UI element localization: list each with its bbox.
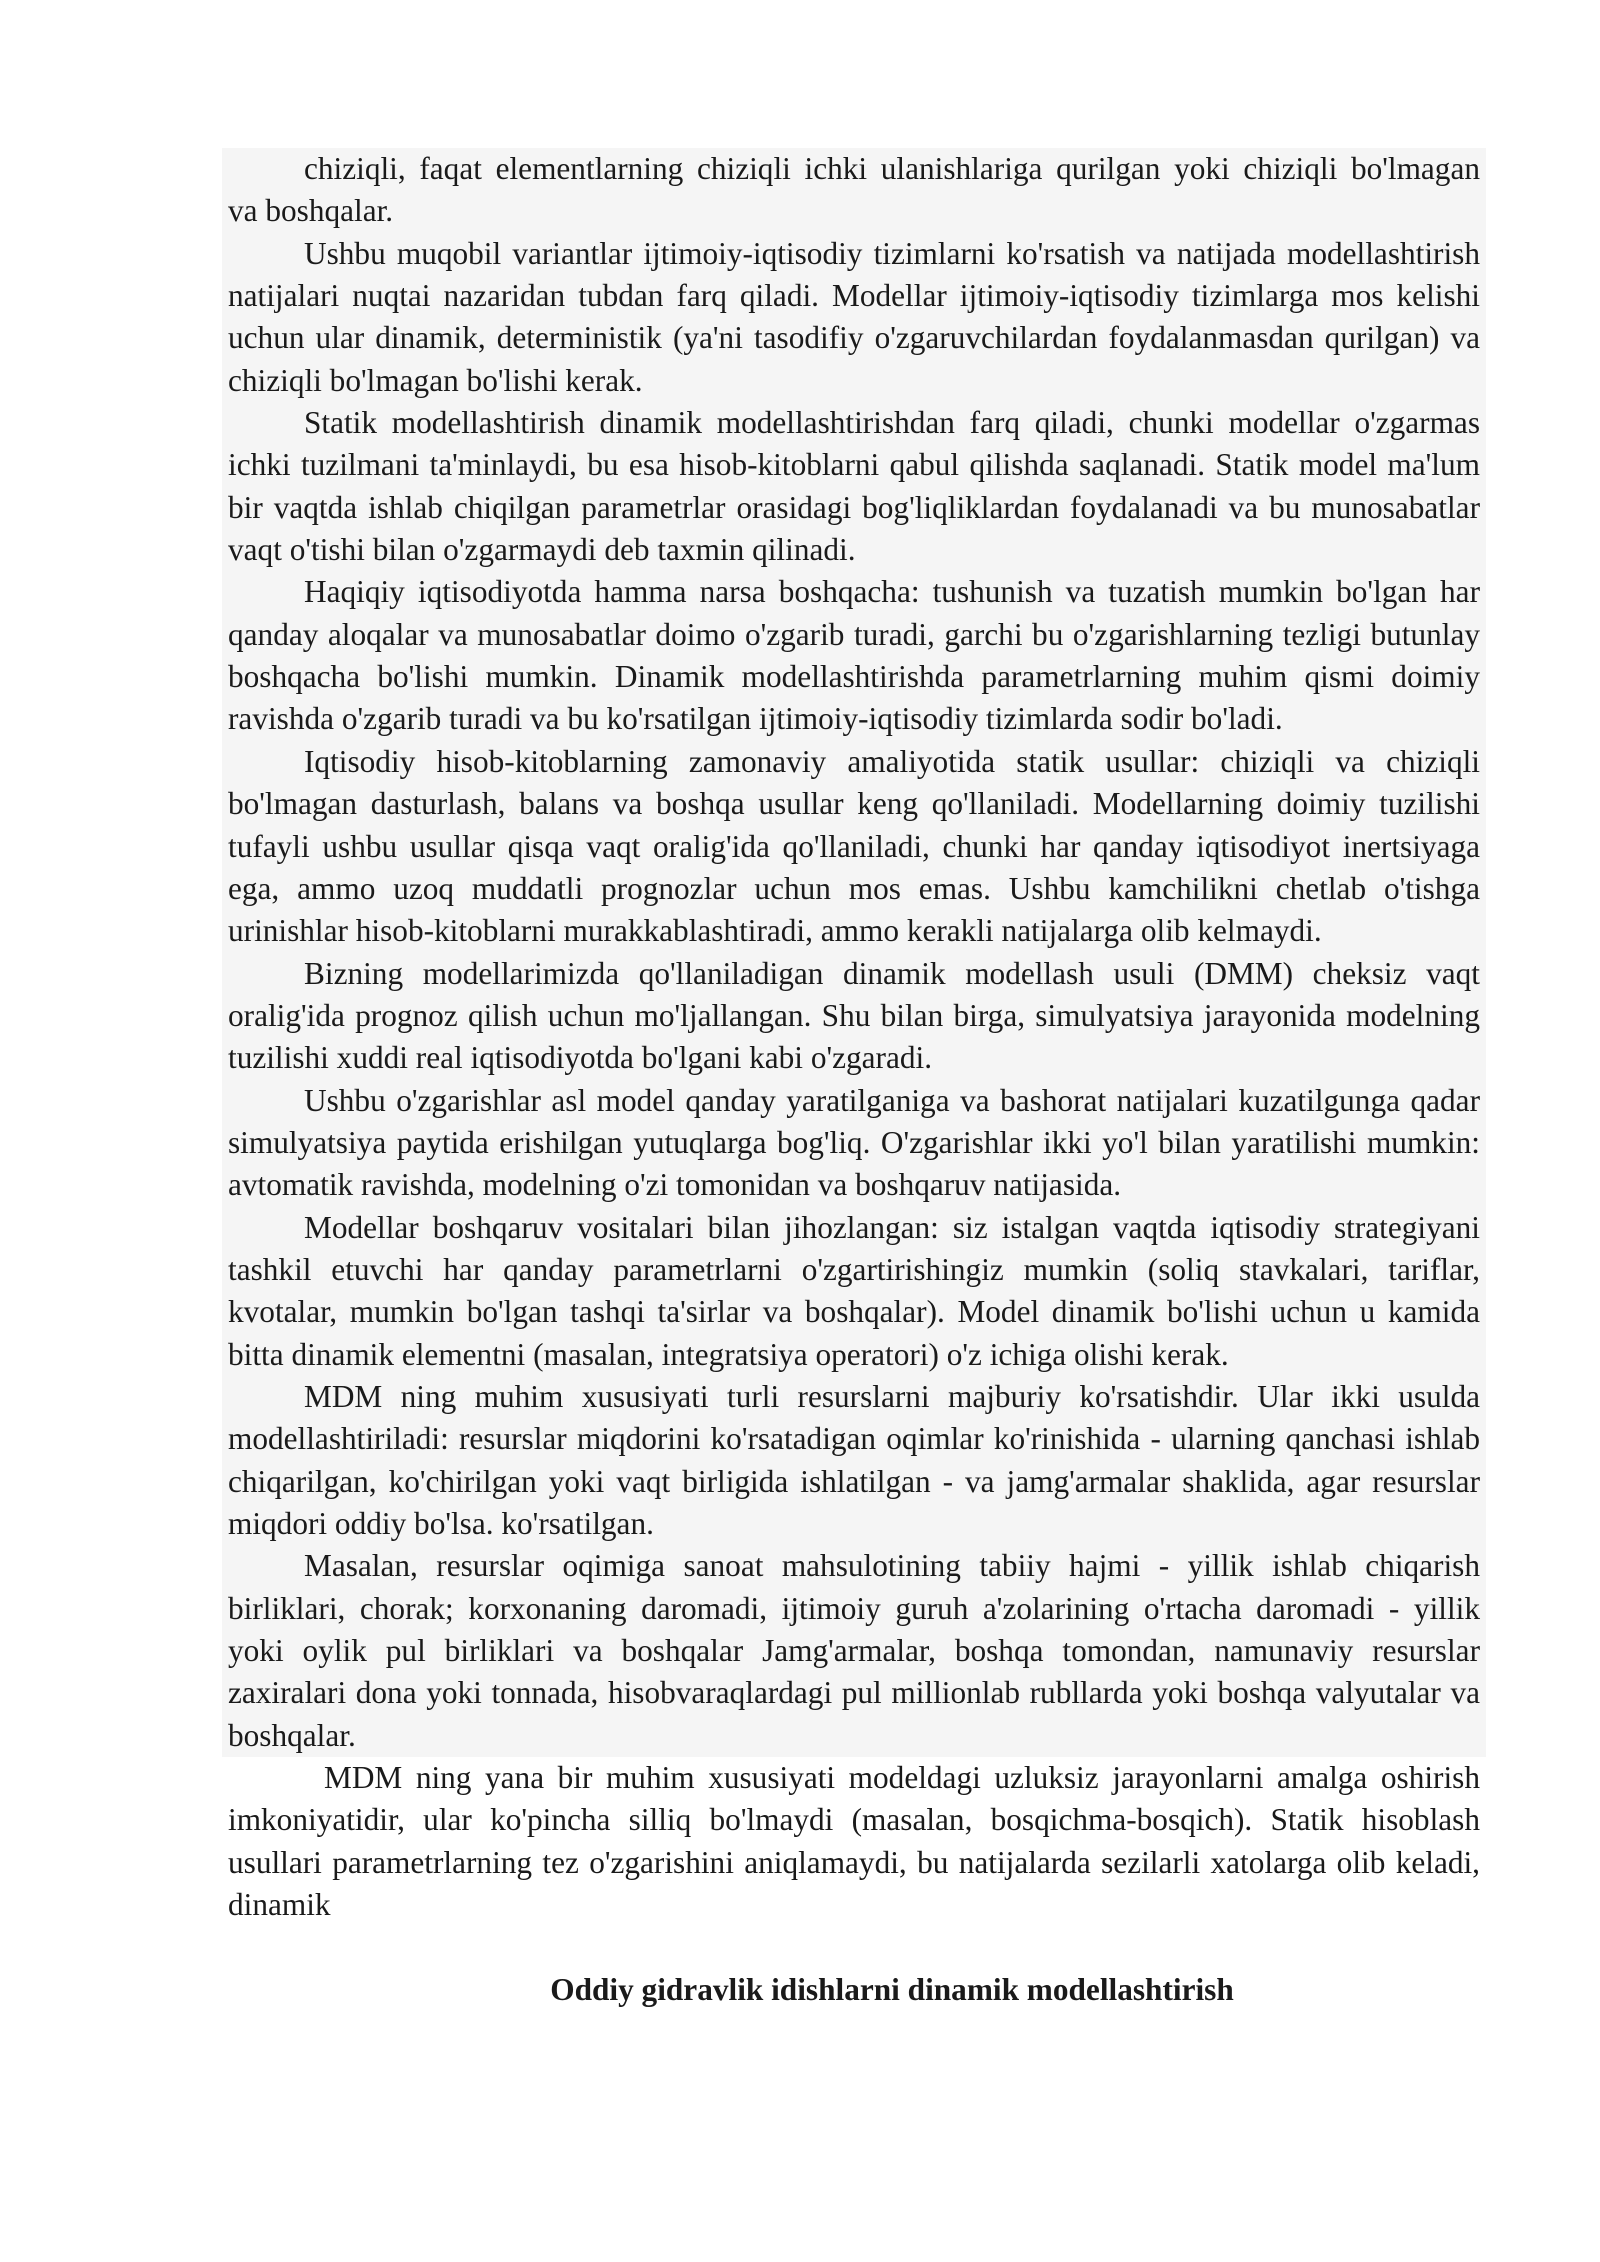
paragraph [228, 1207, 1480, 1376]
paragraph-line: natijalari nuqtai nazaridan tubdan farq qiladi. Modellar ijtimoiy-iqtisodiy tizimlarga mos kelishi [228, 278, 1480, 314]
paragraph-line: dinamik [228, 1887, 331, 1923]
paragraph-line: bir vaqtda ishlab chiqilgan parametrlar orasidagi bog'liqliklardan foydalanadi va bu munosabatlar [228, 489, 1480, 525]
paragraph-line: Statik modellashtirish dinamik modellashtirishdan farq qiladi, chunki modellar o'zgarmas [304, 405, 1480, 441]
paragraph-line: va boshqalar. [228, 193, 394, 229]
paragraph-line: chiqarilgan, ko'chirilgan yoki vaqt birligida ishlatilgan - va jamg'armalar shaklida, agar resurslar [228, 1463, 1480, 1499]
paragraph-line: bitta dinamik elementni (masalan, integratsiya operatori) o'z ichiga olishi kerak. [228, 1336, 1229, 1372]
paragraph [228, 953, 1480, 1080]
paragraph-line: imkoniyatidir, ular ko'pincha silliq bo'lmaydi (masalan, bosqichma-bosqich). Statik hisoblash [228, 1802, 1480, 1838]
paragraph-line: Ushbu o'zgarishlar asl model qanday yaratilganiga va bashorat natijalari kuzatilgunga qadar [304, 1082, 1480, 1118]
paragraph-line: Modellar boshqaruv vositalari bilan jihozlangan: siz istalgan vaqtda iqtisodiy strategiyani [304, 1209, 1480, 1245]
paragraph-line: yoki oylik pul birliklari va boshqalar Jamg'armalar, boshqa tomondan, namunaviy resurslar [228, 1633, 1480, 1669]
paragraph-line: Ushbu muqobil variantlar ijtimoiy-iqtisodiy tizimlarni ko'rsatish va natijada modellashtirish [304, 235, 1480, 271]
paragraph-line: chiziqli, faqat elementlarning chiziqli ichki ulanishlariga qurilgan yoki chiziqli bo'lmagan [304, 151, 1480, 186]
paragraph-line: modellashtiriladi: resurslar miqdorini ko'rsatadigan oqimlar ko'rinishida - ularning qanchasi ishlab [228, 1421, 1480, 1457]
paragraph [228, 741, 1480, 953]
paragraph-line: avtomatik ravishda, modelning o'zi tomonidan va boshqaruv natijasida. [228, 1167, 1122, 1203]
paragraph-line: chiziqli bo'lmagan bo'lishi kerak. [228, 362, 643, 398]
section-heading: Oddiy gidravlik idishlarni dinamik modellashtirish [550, 1971, 1234, 2007]
paragraph-line: tufayli ushbu usullar qisqa vaqt oralig'ida qo'llaniladi, chunki har qanday iqtisodiyot inertsiyaga [228, 828, 1480, 864]
paragraph-line: kvotalar, mumkin bo'lgan tashqi ta'sirlar va boshqalar). Model dinamik bo'lishi uchun u kamida [228, 1294, 1480, 1330]
paragraph-line: oralig'ida prognoz qilish uchun mo'ljallangan. Shu bilan birga, simulyatsiya jarayonida modelning [228, 997, 1480, 1033]
paragraph-line: MDM ning yana bir muhim xususiyati modeldagi uzluksiz jarayonlarni amalga oshirish [324, 1760, 1480, 1796]
paragraph-line: tuzilishi xuddi real iqtisodiyotda bo'lgani kabi o'zgaradi. [228, 1040, 933, 1076]
paragraph-line: Haqiqiy iqtisodiyotda hamma narsa boshqacha: tushunish va tuzatish mumkin bo'lgan har [304, 574, 1480, 610]
text-block [228, 1757, 1480, 1926]
paragraph-line: ega, ammo uzoq muddatli prognozlar uchun mos emas. Ushbu kamchilikni chetlab o'tishga [228, 870, 1480, 906]
paragraph [228, 1376, 1480, 1545]
paragraph-line: ichki tuzilmani ta'minlaydi, bu esa hisob-kitoblarni qabul qilishda saqlanadi. Statik model ma'lum [228, 447, 1480, 483]
paragraph [228, 1757, 1480, 1926]
paragraph-line: Bizning modellarimizda qo'llaniladigan dinamik modellash usuli (DMM) cheksiz vaqt [304, 955, 1480, 991]
paragraph [228, 1545, 1480, 1757]
document-body [228, 148, 1480, 2011]
paragraph-line: Masalan, resurslar oqimiga sanoat mahsulotining tabiiy hajmi - yillik ishlab chiqarish [304, 1548, 1480, 1584]
paragraph-line: usullari parametrlarning tez o'zgarishini aniqlamaydi, bu natijalarda sezilarli xatolarga olib keladi, [228, 1844, 1480, 1880]
paragraph-line: boshqalar. [228, 1717, 356, 1753]
paragraph-line: urinishlar hisob-kitoblarni murakkablashtiradi, ammo kerakli natijalarga olib kelmaydi. [228, 913, 1322, 949]
paragraph-line: uchun ular dinamik, deterministik (ya'ni tasodifiy o'zgaruvchilardan foydalanmasdan qurilgan) va [228, 320, 1480, 356]
highlighted-text-block [222, 148, 1486, 1757]
paragraph [228, 148, 1480, 233]
paragraph-line: vaqt o'tishi bilan o'zgarmaydi deb taxmin qilinadi. [228, 532, 856, 568]
paragraph [228, 1080, 1480, 1207]
paragraph [228, 233, 1480, 402]
paragraph-line: MDM ning muhim xususiyati turli resurslarni majburiy ko'rsatishdir. Ular ikki usulda [304, 1378, 1480, 1414]
paragraph-line: zaxiralari dona yoki tonnada, hisobvaraqlardagi pul millionlab rubllarda yoki boshqa valyutalar va [228, 1675, 1480, 1711]
paragraph-line: bo'lmagan dasturlash, balans va boshqa usullar keng qo'llaniladi. Modellarning doimiy tuzilishi [228, 786, 1480, 822]
paragraph-line: qanday aloqalar va munosabatlar doimo o'zgarib turadi, garchi bu o'zgarishlarning tezligi butunlay [228, 616, 1480, 652]
paragraph-line: tashkil etuvchi har qanday parametrlarni o'zgartirishingiz mumkin (soliq stavkalari, tariflar, [228, 1251, 1480, 1287]
paragraph-line: miqdori oddiy bo'lsa. ko'rsatilgan. [228, 1506, 654, 1541]
paragraph-line: birliklari, chorak; korxonaning daromadi, ijtimoiy guruh a'zolarining o'rtacha daromadi - yillik [228, 1590, 1480, 1626]
paragraph-line: Iqtisodiy hisob-kitoblarning zamonaviy amaliyotida statik usullar: chiziqli va chiziqli [304, 743, 1480, 779]
paragraph-line: ravishda o'zgarib turadi va bu ko'rsatilgan ijtimoiy-iqtisodiy tizimlarda sodir bo'ladi. [228, 701, 1283, 737]
paragraph [228, 571, 1480, 740]
paragraph-line: boshqacha bo'lishi mumkin. Dinamik modellashtirishda parametrlarning muhim qismi doimiy [228, 659, 1480, 695]
paragraph [228, 402, 1480, 571]
paragraph-line: simulyatsiya paytida erishilgan yutuqlarga bog'liq. O'zgarishlar ikki yo'l bilan yaratilishi mumkin: [228, 1124, 1480, 1160]
